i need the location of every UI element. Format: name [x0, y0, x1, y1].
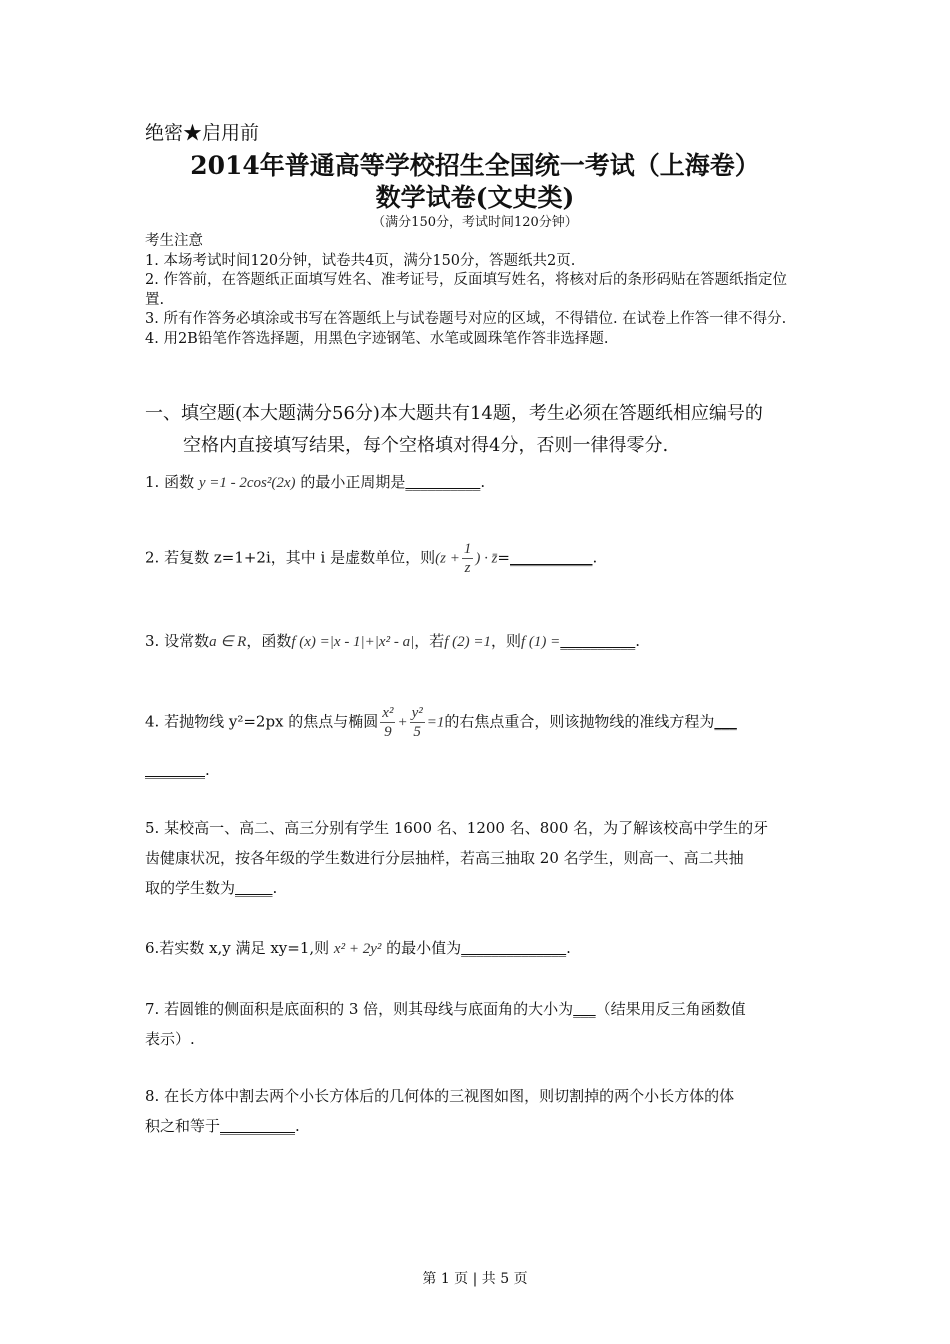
- notes-item: 4. 用2B铅笔作答选择题，用黑色字迹钢笔、水笔或圆珠笔作答非选择题.: [145, 330, 609, 347]
- answer-blank: ___________: [510, 548, 593, 567]
- q5-line-1: 5. 某校高一、高二、高三分别有学生 1600 名、1200 名、800 名，为了解该校高中学生的牙: [145, 819, 769, 837]
- q8-line-2: [145, 1111, 734, 1141]
- question-8: [145, 1081, 734, 1141]
- q1-end: .: [480, 473, 486, 491]
- exam-subtitle: 数学试卷(文史类): [375, 183, 575, 212]
- exam-title: 2014年普通高等学校招生全国统一考试（上海卷）: [190, 151, 760, 180]
- q7-line-1-post: （结果用反三角函数值: [595, 1000, 746, 1018]
- question-4-cont: [145, 755, 210, 785]
- q7-line-1: [145, 994, 746, 1024]
- confidential-label: 绝密★启用前: [145, 122, 260, 144]
- q3-end: .: [635, 632, 641, 650]
- q5-line-2: 齿健康状况，按各年级的学生数进行分层抽样，若高三抽取 20 名学生，则高一、高二共抽: [145, 849, 744, 867]
- fraction-denominator: 5: [413, 724, 421, 740]
- question-7: [145, 994, 746, 1054]
- q8-end: .: [295, 1117, 300, 1135]
- q3-formula-a: a ∈ R: [209, 634, 247, 650]
- question-2: [145, 540, 597, 577]
- q3-text: 3. 设常数: [145, 632, 210, 650]
- q2-text: 2. 若复数 z=1+2i，其中 i 是虚数单位，则: [145, 548, 436, 567]
- answer-blank: ___: [573, 1000, 596, 1018]
- q4-equals: =1: [426, 714, 445, 731]
- q7-line-2: 表示）.: [145, 1030, 195, 1048]
- q3-formula-c: f (2) =1: [444, 634, 491, 650]
- q2-formula-a: (z +: [435, 550, 460, 567]
- q8-line-2-text: 积之和等于: [145, 1117, 221, 1135]
- q2-fraction: [462, 540, 474, 577]
- notes-heading: 考生注意: [145, 233, 203, 249]
- section-heading: [145, 398, 810, 462]
- q3-text-mid1: ，函数: [246, 632, 292, 650]
- answer-blank: __________: [220, 1117, 296, 1135]
- answer-blank: _____: [235, 879, 273, 897]
- q7-line-1-text: 7. 若圆锥的侧面积是底面积的 3 倍，则其母线与底面角的大小为: [145, 1000, 574, 1018]
- q4-text: 4. 若抛物线 y²=2px 的焦点与椭圆: [145, 712, 379, 731]
- q3-formula-b: f (x) =|x - 1|+|x² - a|: [291, 634, 415, 650]
- answer-blank: ________: [145, 761, 205, 779]
- q4-end: .: [205, 761, 210, 779]
- q1-text: 1. 函数: [145, 473, 195, 491]
- q5-end: .: [272, 879, 278, 897]
- page-footer: 第 1 页 | 共 5 页: [422, 1271, 528, 1287]
- section-line-1: 一、填空题(本大题满分56分)本大题共有14题，考生必须在答题纸相应编号的: [145, 403, 763, 424]
- q6-formula: x² + 2y²: [333, 941, 382, 957]
- fraction-denominator: z: [464, 560, 471, 576]
- q5-line-3: [145, 873, 768, 903]
- q4-plus: +: [397, 714, 408, 731]
- q1-formula: y =1 - 2cos²(2x): [198, 475, 296, 491]
- answer-blank: __________: [405, 473, 481, 491]
- q4-text-post: 的右焦点重合，则该抛物线的准线方程为: [444, 712, 715, 731]
- fraction-numerator: y²: [411, 705, 423, 721]
- q2-text-post: =: [497, 548, 510, 567]
- q6-text-post: 的最小值为: [386, 939, 462, 957]
- answer-blank: __________: [560, 632, 636, 650]
- answer-blank: ___: [714, 712, 737, 731]
- question-6: [145, 933, 571, 964]
- q3-formula-d: f (1) =: [521, 634, 561, 650]
- question-5: [145, 813, 768, 903]
- q3-text-mid2: ，若: [414, 632, 445, 650]
- fraction-numerator: x²: [382, 705, 394, 721]
- fraction-denominator: 9: [384, 724, 392, 740]
- q6-end: .: [566, 939, 571, 957]
- q5-line-3-text: 取的学生数为: [145, 879, 236, 897]
- q3-text-mid3: ，则: [491, 632, 522, 650]
- q1-text-post: 的最小正周期是: [300, 473, 406, 491]
- q4-fraction-2: [410, 704, 425, 741]
- q8-line-1: 8. 在长方体中割去两个小长方体后的几何体的三视图如图，则切割掉的两个小长方体的体: [145, 1087, 735, 1105]
- notes-item: 1. 本场考试时间120分钟，试卷共4页，满分150分，答题纸共2页.: [145, 252, 576, 269]
- score-time-info: （满分150分，考试时间120分钟）: [372, 215, 578, 230]
- q2-end: .: [592, 548, 598, 567]
- q6-text: 6.若实数 x,y 满足 xy=1,则: [145, 939, 330, 957]
- q4-fraction-1: [380, 704, 395, 741]
- question-1: [145, 467, 485, 498]
- question-3: [145, 626, 640, 657]
- answer-blank: ______________: [461, 939, 567, 957]
- notes-item: 3. 所有作答务必填涂或书写在答题纸上与试卷题号对应的区域，不得错位. 在试卷上作答一律不得分.: [145, 311, 787, 327]
- question-4: [145, 704, 737, 741]
- notes-item: 2. 作答前，在答题纸正面填写姓名、准考证号，反面填写姓名，将核对后的条形码贴在答题纸指定位置.: [145, 272, 787, 308]
- fraction-numerator: 1: [463, 541, 472, 557]
- section-line-2: 空格内直接填写结果，每个空格填对得4分，否则一律得零分.: [183, 435, 669, 456]
- exam-notes: [145, 232, 805, 349]
- q2-formula-b: ) · z̄: [475, 550, 498, 567]
